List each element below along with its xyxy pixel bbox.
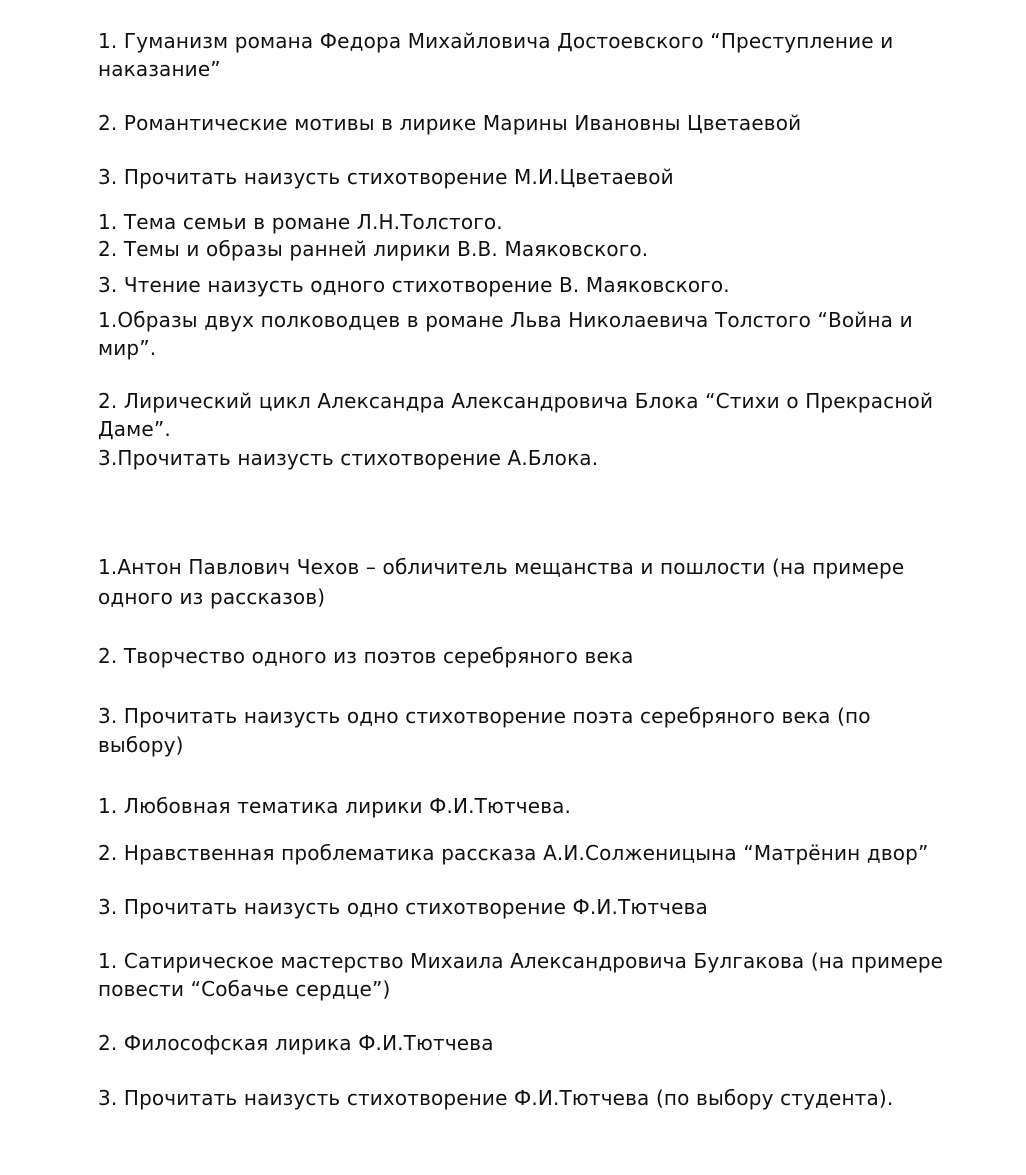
paragraph: 1. Тема семьи в романе Л.Н.Толстого.	[98, 210, 503, 234]
paragraph: 3. Прочитать наизусть одно стихотворение поэта серебряного века (по выбору)	[98, 704, 871, 757]
paragraph: 3. Прочитать наизусть стихотворение Ф.И.Тютчева (по выбору студента).	[98, 1086, 894, 1110]
paragraph: 2. Романтические мотивы в лирике Марины Ивановны Цветаевой	[98, 111, 802, 135]
paragraph: 2. Лирический цикл Александра Александровича Блока “Стихи о Прекрасной Даме”.	[98, 389, 934, 441]
paragraph: 3.Прочитать наизусть стихотворение А.Блока.	[98, 446, 599, 470]
paragraph: 1. Любовная тематика лирики Ф.И.Тютчева.	[98, 794, 572, 818]
paragraph: 1.Антон Павлович Чехов – обличитель мещанства и пошлости (на примере одного из рассказов)	[98, 555, 905, 609]
paragraph: 3. Чтение наизусть одного стихотворение В. Маяковского.	[98, 273, 730, 297]
paragraph: 1.Образы двух полководцев в романе Льва Николаевича Толстого “Война и мир”.	[98, 308, 913, 360]
paragraph: 1. Сатирическое мастерство Михаила Александровича Булгакова (на примере повести “Собачье сердце”)	[98, 949, 944, 1001]
paragraph: 2. Нравственная проблематика рассказа А.И.Солженицына “Матрёнин двор”	[98, 841, 929, 865]
paragraph: 1. Гуманизм романа Федора Михайловича Достоевского “Преступление и наказание”	[98, 29, 894, 81]
paragraph: 2. Философская лирика Ф.И.Тютчева	[98, 1031, 494, 1055]
paragraph: 2. Творчество одного из поэтов серебряного века	[98, 644, 634, 668]
paragraph: 2. Темы и образы ранней лирики В.В. Маяковского.	[98, 237, 649, 261]
paragraph: 3. Прочитать наизусть одно стихотворение Ф.И.Тютчева	[98, 895, 708, 919]
paragraph: 3. Прочитать наизусть стихотворение М.И.Цветаевой	[98, 165, 674, 189]
